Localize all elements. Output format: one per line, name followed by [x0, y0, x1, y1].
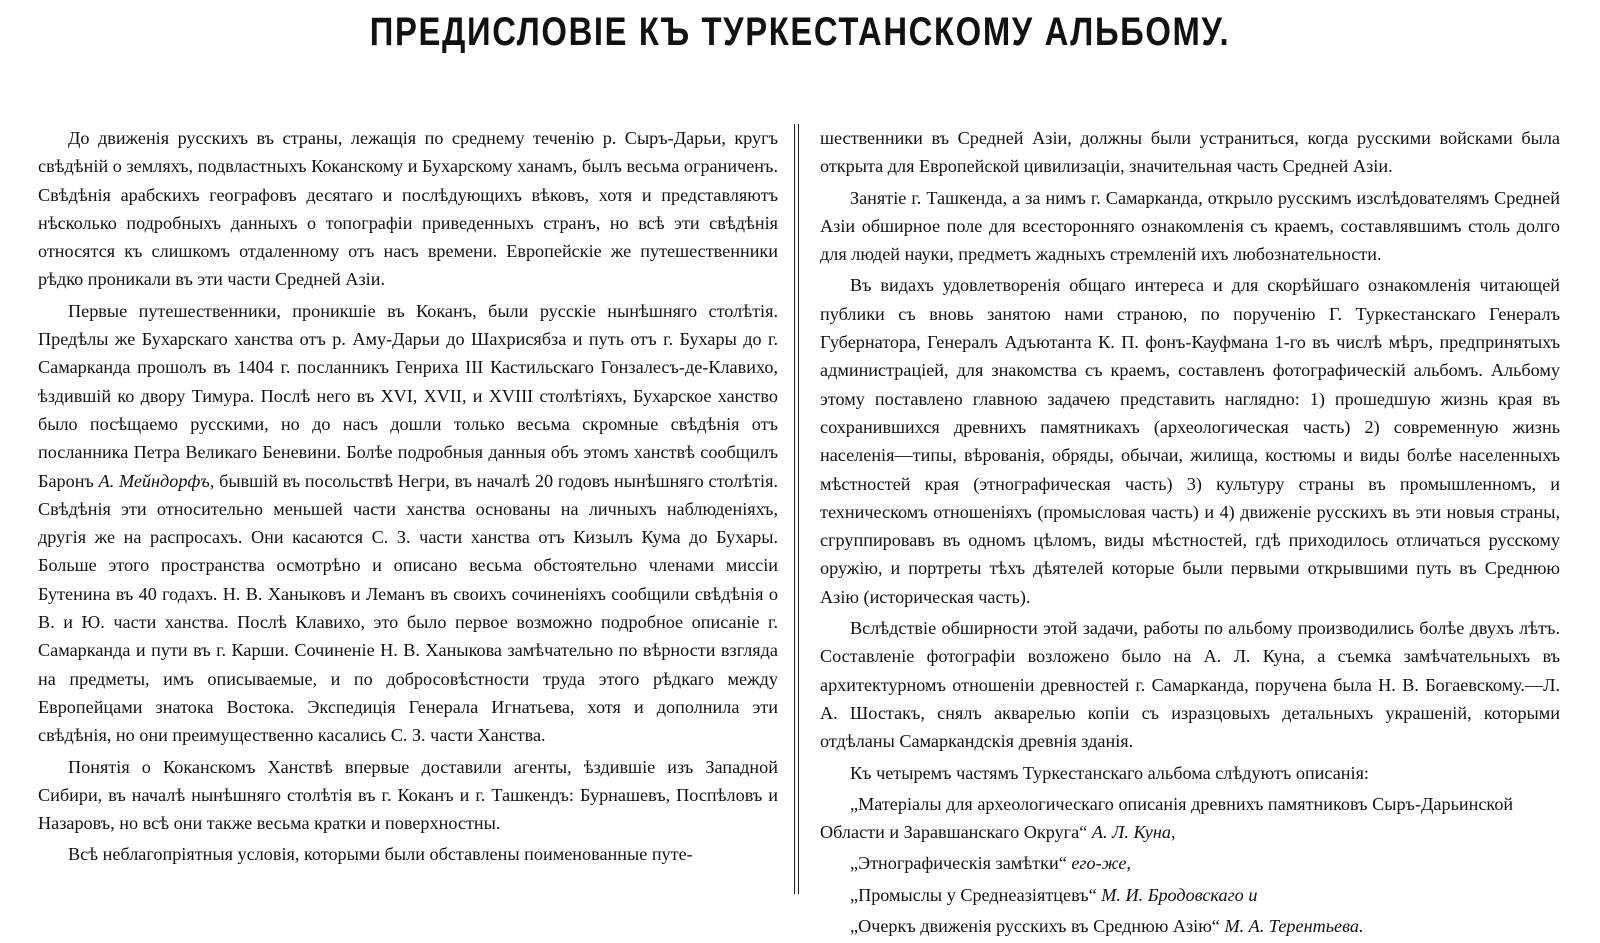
column-divider — [794, 124, 799, 894]
author-name: А. Мейндорфъ, — [98, 470, 215, 491]
paragraph: Въ видахъ удовлетворенія общаго интереса и для скорѣйшаго ознакомленія читающей публики съ вновь занятою нами страною, по порученію Г. Туркестанскаго Генералъ Губернатора, Генералъ Адъютанта К. П. фонъ-Кауфмана 1-го въ числѣ мѣръ, предпринятыхъ администраціей, для знакомства съ краемъ, составленъ фотографическій альбомъ. Альбому этому поставлено главною задачею представить наглядно: 1) прошедшую жизнь края въ сохранившихся древнихъ памятникахъ (археологическая часть) 2) современную жизнь населенія—типы, вѣрованія, обряды, обычаи, жилища, костюмы и виды болѣе населенныхъ мѣстностей края (этнографическая часть) 3) культуру страны въ промышленномъ, и техническомъ отношеніяхъ (промысловая часть) и 4) движеніе русскихъ въ эти новыя страны, сгруппировавъ въ одномъ цѣломъ, виды мѣстностей, гдѣ приходилось отличаться русскому оружію, и портреты тѣхъ дѣятелей которые были первыми открывшими путь въ Среднюю Азію (историческая часть). — [820, 275, 1560, 607]
entry-author: М. И. Бродовскаго и — [1101, 884, 1258, 905]
entry-author: А. Л. Куна, — [1091, 822, 1176, 843]
description-entry — [820, 881, 1560, 909]
paragraph: Всѣ неблагопріятныя условія, которыми были обставлены поименованные путе- — [68, 844, 693, 865]
left-column — [38, 124, 778, 872]
paragraph — [38, 297, 778, 750]
entry-title: „Этнографическія замѣтки“ — [850, 853, 1067, 874]
entry-title: „Матеріалы для археологическаго описанія древнихъ памятниковъ Сыръ-Дарьинской Области и Заравшанскаго Округа“ — [820, 793, 1514, 843]
paragraph: Понятія о Коканскомъ Ханствѣ впервые доставили агенты, ѣздившіе изъ Западной Сибири, въ началѣ нынѣшняго столѣтія въ г. Коканъ и г. Ташкендъ: Бурнашевъ, Поспѣловъ и Назаровъ, но всѣ они также весьма кратки и поверхностны. — [38, 756, 778, 834]
entry-author: его-же, — [1071, 853, 1131, 874]
description-entry — [820, 912, 1560, 940]
paragraph-text: бывшій въ посольствѣ Негри, въ началѣ 20 годовъ нынѣшняго столѣтія. Свѣдѣнія эти относительно меньшей части ханства основаны на личныхъ наблюденіяхъ, другія же на распросахъ. Они касаются С. З. части ханства отъ Кизылъ Кума до Бухары. Больше этого пространства осмотрѣно и описано весьма обстоятельно членами миссіи Бутенина въ 40 годахъ. Н. В. Ханыковъ и Леманъ въ своихъ сочиненіяхъ сообщили свѣдѣнія о В. и Ю. части ханства. Послѣ Клавихо, это было первое возможно подробное описаніе г. Самарканда и пути въ г. Карши. Сочиненіе Н. В. Ханыкова замѣчательно по вѣрности взгляда на предметы, имъ описываемые, и по добросовѣстности труда этого рѣдкаго между Европейцами знатока Востока. Экспедиція Генерала Игнатьева, хотя и дополнила эти свѣдѣнія, но они преимущественно касались С. З. части Ханства. — [38, 470, 779, 746]
paragraph: Вслѣдствіе обширности этой задачи, работы по альбому производились болѣе двухъ лѣтъ. Составленіе фотографіи возложено было на А. Л. Куна, а съемка замѣчательныхъ въ архитектурномъ отношеніи древностей г. Самарканда, поручена была Н. В. Богаевскому.—Л. А. Шостакъ, снялъ акварелью копіи съ изразцовыхъ детальныхъ украшеній, которыми отдѣланы Самаркандскія древнія зданія. — [820, 618, 1560, 752]
entry-author: М. А. Терентьева. — [1224, 916, 1364, 937]
entry-title: „Промыслы у Среднеазіятцевъ“ — [850, 884, 1097, 905]
entry-title: „Очеркъ движенія русскихъ въ Среднюю Азію“ — [850, 916, 1220, 937]
description-entry — [820, 790, 1560, 847]
page-title: ПРЕДИСЛОВІЕ КЪ ТУРКЕСТАНСКОМУ АЛЬБОМУ. — [369, 10, 1231, 54]
paragraph: Занятіе г. Ташкенда, а за нимъ г. Самарканда, открыло русскимъ изслѣдователямъ Средней Азіи обширное поле для всесторонняго ознакомленія съ краемъ, составлявшимъ столь долго для людей науки, предметъ жадныхъ стремленій ихъ любознательности. — [820, 187, 1560, 265]
paragraph: До движенія русскихъ въ страны, лежащія по среднему теченію р. Сыръ-Дарьи, кругъ свѣдѣній о земляхъ, подвластныхъ Коканскому и Бухарскому ханамъ, былъ весьма ограниченъ. Свѣдѣнія арабскихъ географовъ десятаго и послѣдующихъ вѣковъ, хотя и представляютъ нѣсколько подробныхъ данныхъ о топографіи приведенныхъ странъ, но всѣ эти свѣдѣнія относятся къ слишкомъ отдаленному отъ насъ времени. Европейскіе же путешественники рѣдко проникали въ эти части Средней Азіи. — [38, 128, 778, 290]
right-column — [820, 124, 1560, 943]
paragraph: Къ четыремъ частямъ Туркестанскаго альбома слѣдуютъ описанія: — [850, 762, 1369, 783]
paragraph: шественники въ Средней Азіи, должны были устраниться, когда русскими войсками была открыта для Европейской цивилизаціи, значительная часть Средней Азіи. — [820, 128, 1560, 177]
description-entry — [820, 849, 1560, 877]
paragraph-text: Первые путешественники, проникшіе въ Коканъ, были русскіе нынѣшняго столѣтія. Предѣлы же Бухарскаго ханства отъ р. Аму-Дарьи до Шахрисябза и путь отъ г. Бухары до г. Самарканда прошолъ въ 1404 г. посланникъ Генриха III Кастильскаго Гонзалесъ-де-Клавихо, ѣздившій ко двору Тимура. Послѣ него въ XVI, XVII, и XVIII столѣтіяхъ, Бухарское ханство было посѣщаемо русскими, но до насъ дошли только весьма скромные свѣдѣнія отъ посланника Петра Великаго Беневини. Болѣе подробныя данныя объ этомъ ханствѣ сообщилъ Баронъ — [38, 300, 778, 491]
